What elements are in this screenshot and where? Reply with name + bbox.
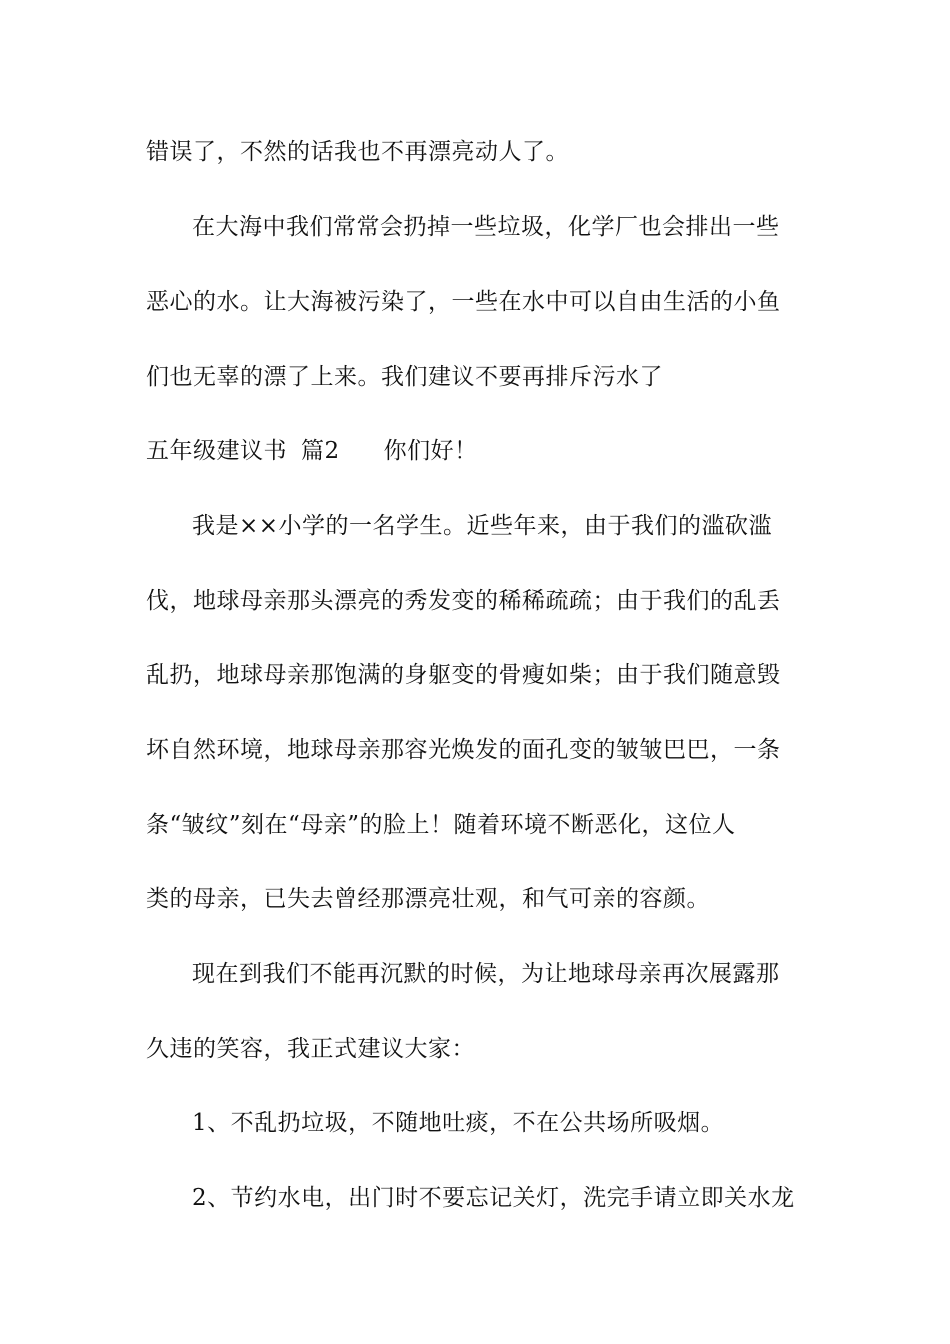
text-line: 久违的笑容，我正式建议大家：: [146, 1036, 475, 1062]
section-part-label: 篇2: [301, 438, 340, 464]
paragraph-start-line: 现在到我们不能再沉默的时候，为让地球母亲再次展露那: [192, 961, 780, 987]
list-item: 1、不乱扔垃圾，不随地吐痰，不在公共场所吸烟。: [192, 1110, 725, 1136]
list-item: 2、节约水电，出门时不要忘记关灯，洗完手请立即关水龙: [192, 1185, 795, 1211]
text-line: 错误了，不然的话我也不再漂亮动人了。: [146, 139, 569, 165]
section-title: 五年级建议书: [146, 438, 287, 464]
paragraph-start-line: 我是××小学的一名学生。近些年来，由于我们的滥砍滥: [192, 513, 773, 539]
section-heading: [146, 436, 826, 466]
text-line: 坏自然环境，地球母亲那容光焕发的面孔变的皱皱巴巴，一条: [146, 737, 781, 763]
text-line: 乱扔，地球母亲那饱满的身躯变的骨瘦如柴；由于我们随意毁: [146, 662, 781, 688]
text-line: 类的母亲，已失去曾经那漂亮壮观，和气可亲的容颜。: [146, 886, 710, 912]
text-line: 恶心的水。让大海被污染了，一些在水中可以自由生活的小鱼: [146, 289, 781, 315]
greeting-text: 你们好！: [383, 438, 478, 464]
text-line: 伐，地球母亲那头漂亮的秀发变的稀稀疏疏；由于我们的乱丢: [146, 588, 781, 614]
paragraph-start-line: 在大海中我们常常会扔掉一些垃圾，化学厂也会排出一些: [192, 214, 780, 240]
text-line: 条“皱纹”刻在“母亲”的脸上！随着环境不断恶化，这位人: [146, 812, 736, 838]
text-line: 们也无辜的漂了上来。我们建议不要再排斥污水了: [146, 364, 663, 390]
